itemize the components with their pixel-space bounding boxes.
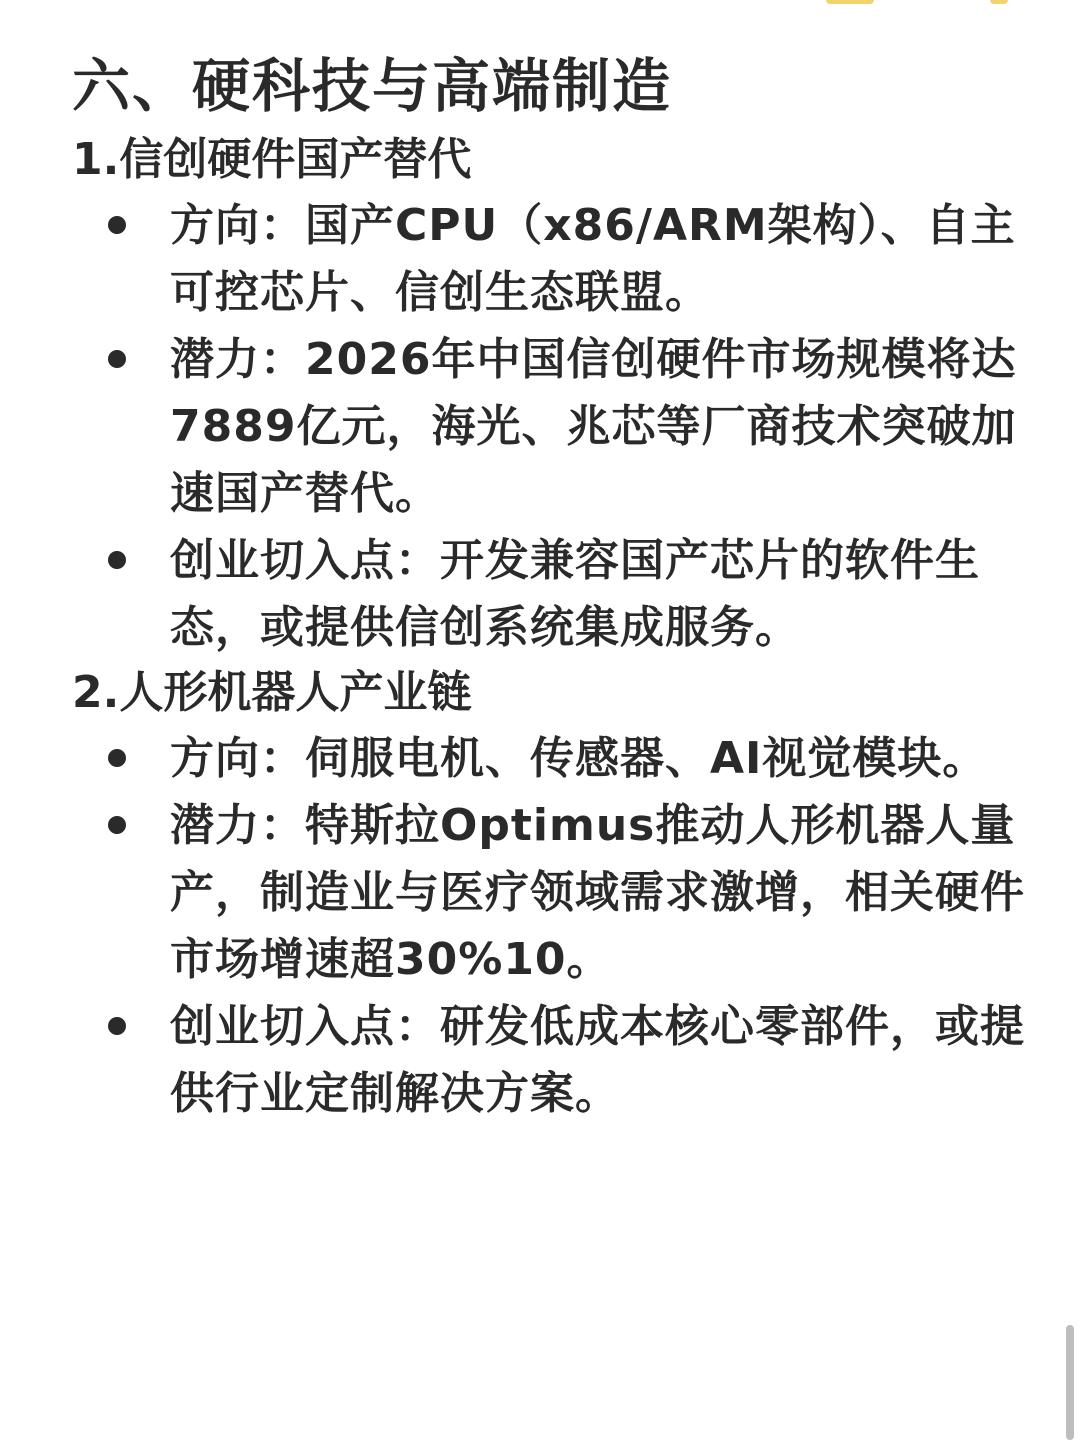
list-item bbox=[72, 527, 1032, 661]
section-humanoid-robot bbox=[72, 661, 1032, 1127]
list-item bbox=[72, 792, 1032, 993]
page-title: 六、硬科技与高端制造 bbox=[72, 52, 673, 120]
item-label: 方向： bbox=[170, 200, 305, 251]
list-item bbox=[72, 192, 1032, 326]
item-label: 潜力： bbox=[170, 800, 305, 851]
bullet-dot-icon bbox=[108, 816, 126, 834]
item-text: 特斯拉Optimus推动人形机器人量产，制造业与医疗领域需求激增，相关硬件市场增速超30%10。 bbox=[170, 800, 1025, 985]
list-item bbox=[72, 993, 1032, 1127]
bullet-dot-icon bbox=[108, 551, 126, 569]
bullet-dot-icon bbox=[108, 216, 126, 234]
bullet-list bbox=[72, 725, 1032, 1127]
item-text: 国产CPU（x86/ARM架构）、自主可控芯片、信创生态联盟。 bbox=[170, 200, 1016, 318]
section-title: 2.人形机器人产业链 bbox=[72, 667, 472, 718]
vertical-scrollbar[interactable] bbox=[1066, 1325, 1074, 1440]
top-edge-chip bbox=[826, 0, 874, 4]
section-title: 1.信创硬件国产替代 bbox=[72, 134, 472, 185]
item-label: 潜力： bbox=[170, 334, 305, 385]
bullet-dot-icon bbox=[108, 350, 126, 368]
item-text: 2026年中国信创硬件市场规模将达7889亿元，海光、兆芯等厂商技术突破加速国产替代。 bbox=[170, 334, 1017, 519]
item-label: 方向： bbox=[170, 733, 305, 784]
top-edge-chip bbox=[990, 0, 1008, 4]
item-text: 伺服电机、传感器、AI视觉模块。 bbox=[305, 733, 988, 784]
list-item bbox=[72, 326, 1032, 527]
item-label: 创业切入点： bbox=[170, 535, 440, 586]
item-text: 研发低成本核心零部件，或提供行业定制解决方案。 bbox=[170, 1001, 1025, 1119]
item-text: 开发兼容国产芯片的软件生态，或提供信创系统集成服务。 bbox=[170, 535, 980, 653]
bullet-list bbox=[72, 192, 1032, 661]
bullet-dot-icon bbox=[108, 1017, 126, 1035]
list-item bbox=[72, 725, 1032, 792]
section-xinchuang bbox=[72, 128, 1032, 661]
bullet-dot-icon bbox=[108, 749, 126, 767]
item-label: 创业切入点： bbox=[170, 1001, 440, 1052]
article-content bbox=[72, 46, 1032, 1127]
